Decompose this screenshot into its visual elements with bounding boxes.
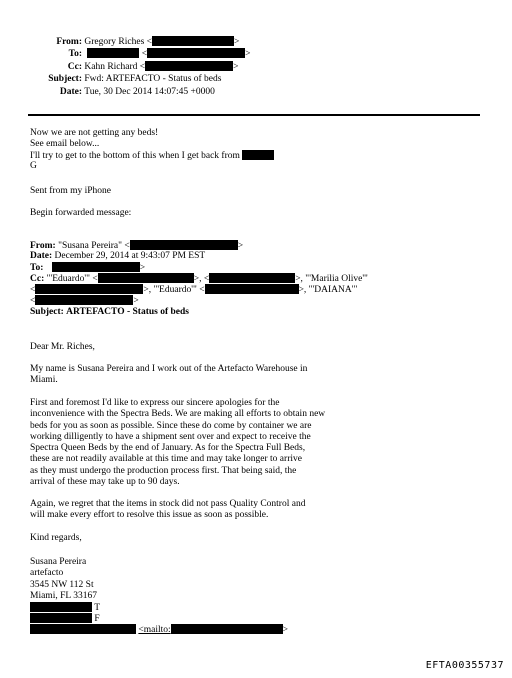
header-date [0, 87, 215, 98]
sig-phone: T [30, 602, 100, 614]
closing: Kind regards, [30, 533, 82, 543]
redaction [30, 602, 92, 612]
redaction [130, 240, 238, 250]
message-line: I'll try to get to the bottom of this when I get back from [30, 150, 274, 162]
date-label: Date: [59, 87, 82, 97]
redaction [145, 61, 233, 71]
fwd-cc-cont1: < >, "'Eduardo'" < >, "'DAIANA'" [30, 285, 358, 295]
redaction [30, 613, 92, 623]
fwd-subject: Subject: ARTEFACTO - Status of beds [30, 307, 189, 317]
paragraph: First and foremost I'd like to express our sincere apologies for the inconvenience with the Spectra Beds. We are making all efforts to obtain new beds for you as soon as possible. Since these do come by container we are working dilligently to have a shipment sent over and expect to receive the Spectra Queen Beds by the end of January. As for the Spectra Full Beds, these are not readily available at this time and may take longer to arrive as they must undergo the production process first. That being said, the arrival of these may take up to 90 days. [30, 398, 326, 488]
document-id: EFTA00355737 [425, 660, 504, 671]
fwd-cc: Cc: "'Eduardo'" < >, < >, "'Marilia Olive'" [30, 274, 368, 284]
header-divider [28, 114, 480, 116]
date-value: Tue, 30 Dec 2014 14:07:45 +0000 [84, 87, 215, 97]
redaction [242, 150, 274, 160]
fwd-from: From: "Susana Pereira" < > [30, 241, 244, 251]
redaction [152, 36, 234, 46]
header-to: To: < > [0, 48, 250, 60]
message-line: See email below... [30, 139, 100, 149]
fwd-cc-cont2: < > [30, 296, 139, 306]
subject-label: Subject: [48, 74, 82, 84]
begin-forwarded: Begin forwarded message: [30, 208, 132, 218]
redaction [205, 284, 299, 294]
redaction [30, 624, 136, 634]
fwd-to: To: > [30, 263, 146, 273]
to-label: To: [68, 49, 82, 59]
header-subject [0, 74, 221, 85]
from-value: Gregory Riches < [84, 37, 152, 47]
paragraph: Again, we regret that the items in stock did not pass Quality Control and will make every effort to resolve this issue as soon as possible. [30, 499, 306, 521]
sig-email: <mailto: > [30, 624, 288, 636]
sent-from-iphone: Sent from my iPhone [30, 186, 112, 196]
from-label: From: [56, 37, 82, 47]
fwd-date: Date: December 29, 2014 at 9:43:07 PM EST [30, 251, 206, 261]
header-from: From: Gregory Riches < > [0, 36, 239, 48]
subject-value: Fwd: ARTEFACTO - Status of beds [84, 74, 222, 84]
redaction [52, 262, 140, 272]
signature: Susana Pereira artefacto 3545 NW 112 St Miami, FL 33167 [30, 557, 97, 601]
sig-fax: F [30, 613, 100, 625]
header-cc: Cc: Kahn Richard < > [0, 61, 239, 73]
redaction [171, 624, 283, 634]
redaction [87, 48, 139, 58]
redaction [98, 273, 194, 283]
greeting: Dear Mr. Riches, [30, 342, 95, 352]
redaction [35, 284, 143, 294]
mailto-link[interactable]: <mailto: [138, 625, 171, 635]
message-line: G [30, 161, 37, 171]
message-line: Now we are not getting any beds! [30, 128, 159, 138]
paragraph: My name is Susana Pereira and I work out of the Artefacto Warehouse in Miami. [30, 364, 308, 386]
redaction [147, 48, 245, 58]
cc-value: Kahn Richard < [84, 62, 146, 72]
redaction [209, 273, 295, 283]
cc-label: Cc: [67, 62, 82, 72]
redaction [35, 295, 133, 305]
